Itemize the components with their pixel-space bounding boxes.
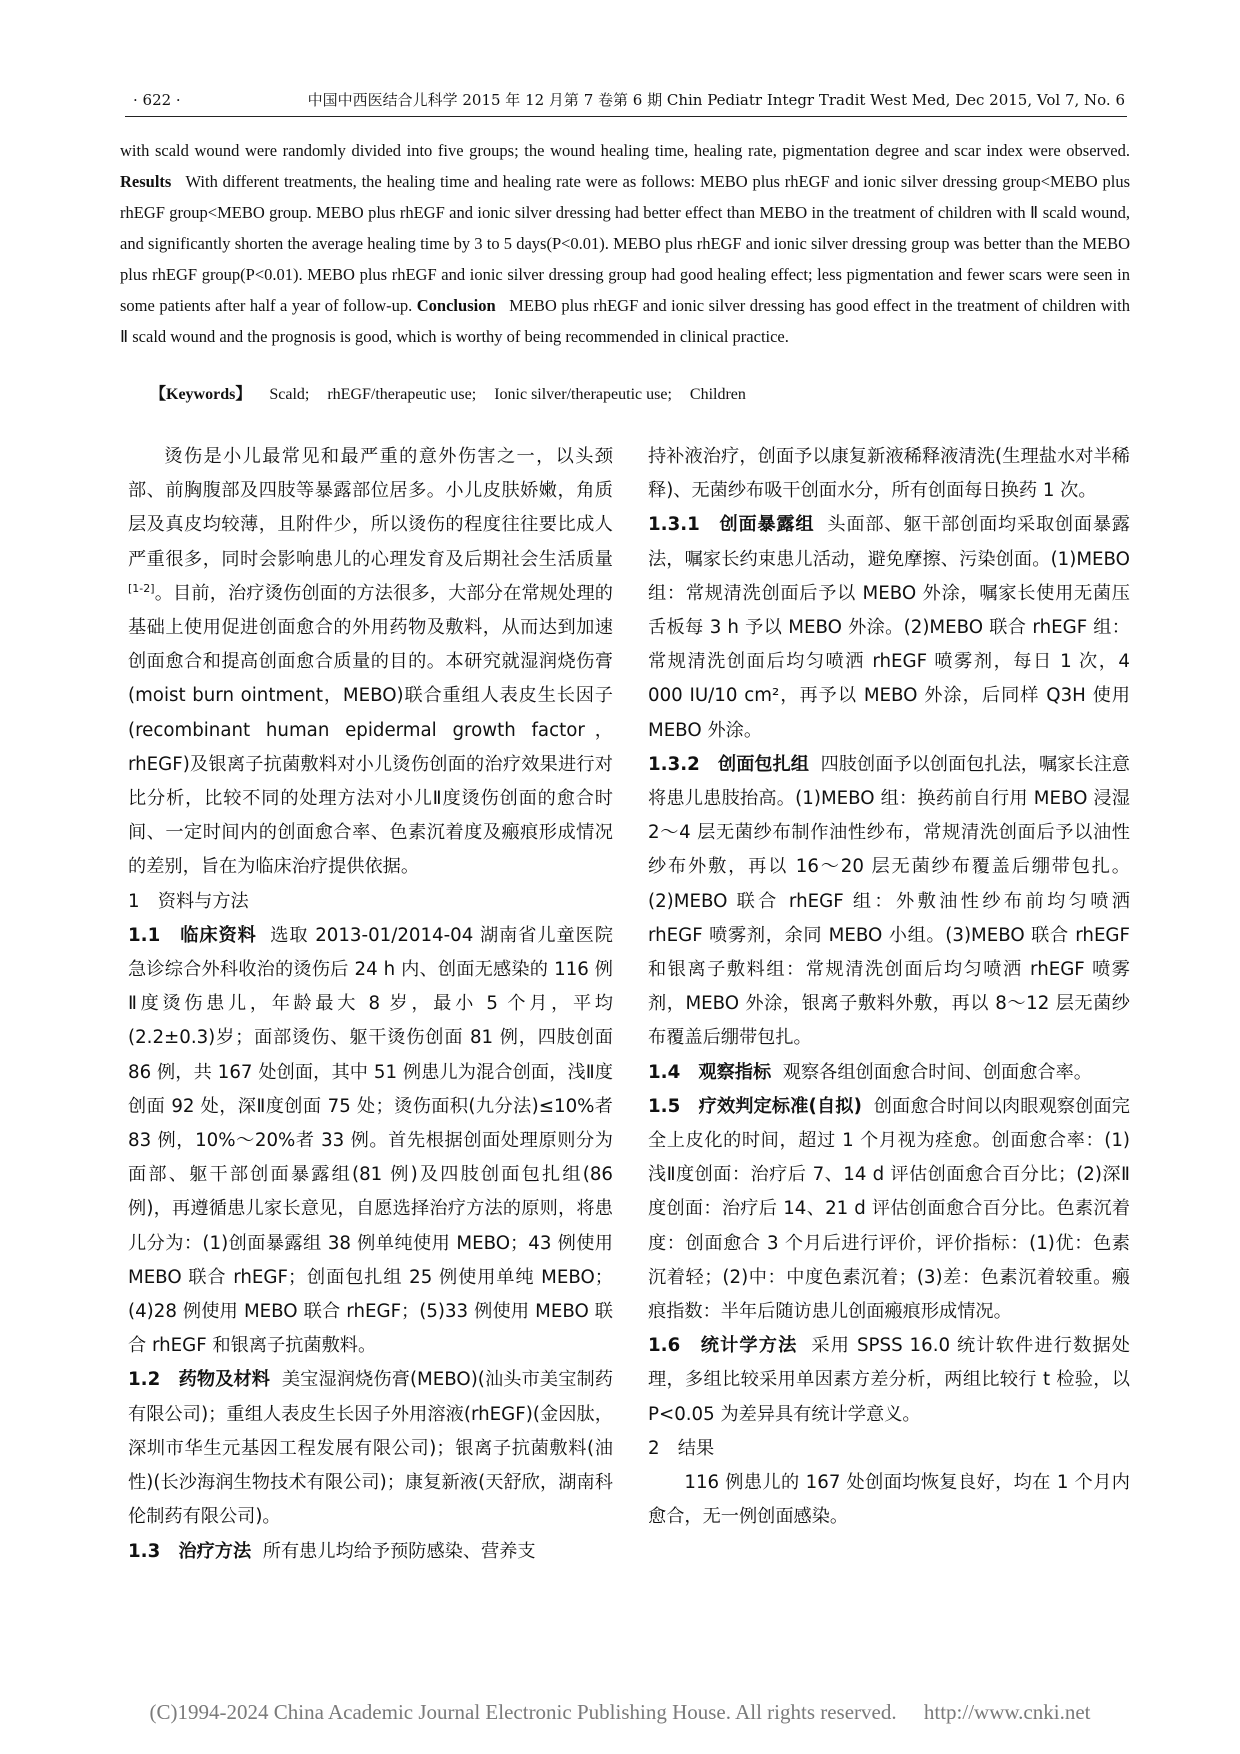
subsection-1-2 [128,1363,613,1534]
subsection-text: 美宝湿润烧伤膏(MEBO)(汕头市美宝制药有限公司)；重组人表皮生长因子外用溶液(rhEGF)(金因肽，深圳市华生元基因工程发展有限公司)；银离子抗菌敷料(油性)(长沙海润生物技术有限公司)；康复新液(天舒欣，湖南科伦制药有限公司)。 [128,1369,613,1528]
subsection-text: 头面部、躯干部创面均采取创面暴露法，嘱家长约束患儿活动，避免摩擦、污染创面。(1)MEBO 组：常规清洗创面后予以 MEBO 外涂，嘱家长使用无菌压舌板每 3 h 予以 MEBO 外涂。(2)MEBO 联合 rhEGF 组：常规清洗创面后均匀喷洒 rhEGF 喷雾剂，每日 1 次，4 000 IU/10 cm²，再予以 MEBO 外涂，后同样 Q3H 使用 MEBO 外涂。 [648,514,1130,741]
subsection-text: 所有患儿均给予预防感染、营养支 [262,1540,536,1562]
conclusion-label: Conclusion [416,296,496,315]
left-column [128,440,613,1569]
abstract-results-text: With different treatments, the healing time and healing rate were as follows: MEBO plus rhEGF and ionic silver dressing group<MEBO plus rhEGF group<MEBO group. MEBO plus rhEGF and ionic silver dressing had better effect than MEBO in the treatment of children with Ⅱ scald wound, and significantly shorten the average healing time by 3 to 5 days(P<0.01). MEBO plus rhEGF and ionic silver dressing group was better than the MEBO plus rhEGF group(P<0.01). MEBO plus rhEGF and ionic silver dressing group had good healing effect; less pigmentation and fewer scars were seen in some patients after half a year of follow-up. [120,172,1130,315]
right-column [648,440,1130,1535]
intro-text-b: 。目前，治疗烫伤创面的方法很多，大部分在常规处理的基础上使用促进创面愈合的外用药物及敷料，从而达到加速创面愈合和提高创面愈合质量的目的。本研究就湿润烧伤膏(moist burn ointment，MEBO)联合重组人表皮生长因子(recombinant human epidermal growth factor，rhEGF)及银离子抗菌敷料对小儿烫伤创面的治疗效果进行对比分析，比较不同的处理方法对小儿Ⅱ度烫伤创面的愈合时间、一定时间内的创面愈合率、色素沉着度及瘢痕形成情况的差别，旨在为临床治疗提供依据。 [128,582,613,878]
subsection-heading: 1.3.1 创面暴露组 [648,514,815,536]
subsection-1-3-2 [648,748,1130,1056]
abstract-conclusion-text: MEBO plus rhEGF and ionic silver dressing has good effect in the treatment of children with Ⅱ scald wound and the prognosis is good, which is worthy of being recommended in clinical practice. [120,296,1131,346]
subsection-heading: 1.5 疗效判定标准(自拟) [648,1095,862,1117]
subsection-text: 创面愈合时间以肉眼观察创面完全上皮化的时间，超过 1 个月视为痊愈。创面愈合率：(1)浅Ⅱ度创面：治疗后 7、14 d 评估创面愈合百分比；(2)深Ⅱ度创面：治疗后 14、21 d 评估创面愈合百分比。色素沉着度：创面愈合 3 个月后进行评价，评价指标：(1)优：色素沉着轻；(2)中：中度色素沉着；(3)差：色素沉着较重。瘢痕指数：半年后随访患儿创面瘢痕形成情况。 [648,1095,1130,1323]
intro-paragraph [128,440,613,885]
subsection-heading: 1.2 药物及材料 [128,1369,271,1391]
intro-text-a: 烫伤是小儿最常见和最严重的意外伤害之一，以头颈部、前胸腹部及四肢等暴露部位居多。小儿皮肤娇嫩，角质层及真皮均较薄，且附件少，所以烫伤的程度往往要比成人严重很多，同时会影响患儿的心理发育及后期社会生活质量 [128,446,613,570]
keywords-label: 【Keywords】 [150,386,252,403]
journal-citation: 中国中西医结合儿科学 2015 年 12 月第 7 卷第 6 期 Chin Pediatr Integr Tradit West Med, Dec 2015, Vol 7, No. 6 [307,91,1125,109]
page-number: · 622 · [133,91,181,109]
subsection-text: 选取 2013-01/2014-04 湖南省儿童医院急诊综合外科收治的烫伤后 24 h 内、创面无感染的 116 例Ⅱ度烫伤患儿，年龄最大 8 岁，最小 5 个月，平均(2.2±0.3)岁；面部烫伤、躯干烫伤创面 81 例，四肢创面 86 例，共 167 处创面，其中 51 例患儿为混合创面，浅Ⅱ度创面 92 处，深Ⅱ度创面 75 处；烫伤面积(九分法)≤10%者 83 例，10%～20%者 33 例。首先根据创面处理原则分为面部、躯干部创面暴露组(81 例)及四肢创面包扎组(86 例)，再遵循患儿家长意见，自愿选择治疗方法的原则，将患儿分为：(1)创面暴露组 38 例单纯使用 MEBO；43 例使用 MEBO 联合 rhEGF；创面包扎组 25 例使用单纯 MEBO；(4)28 例使用 MEBO 联合 rhEGF；(5)33 例使用 MEBO 联合 rhEGF 和银离子抗菌敷料。 [128,924,613,1357]
subsection-1-4 [648,1056,1130,1090]
subsection-heading: 1.6 统计学方法 [648,1335,798,1357]
keywords-line [150,380,1130,410]
copyright-text: (C)1994-2024 China Academic Journal Electronic Publishing House. All rights reserved. [149,1700,897,1724]
subsection-heading: 1.4 观察指标 [648,1061,772,1083]
header-rule [125,116,1127,117]
subsection-text: 观察各组创面愈合时间、创面愈合率。 [782,1061,1092,1083]
subsection-heading: 1.1 临床资料 [128,924,257,946]
subsection-text: 采用 SPSS 16.0 统计软件进行数据处理，多组比较采用单因素方差分析，两组比较行 t 检验，以 P<0.05 为差异具有统计学意义。 [648,1335,1130,1425]
keyword-item: rhEGF/therapeutic use; [327,386,477,403]
subsection-1-1 [128,919,613,1364]
subsection-1-3-1 [648,508,1130,747]
keyword-item: Ionic silver/therapeutic use; [494,386,672,403]
subsection-1-5 [648,1090,1130,1329]
running-header [125,88,1125,112]
footer-url: http://www.cnki.net [923,1700,1091,1724]
abstract-english [120,135,1130,352]
results-paragraph: 116 例患儿的 167 处创面均恢复良好，均在 1 个月内愈合，无一例创面感染。 [648,1472,1130,1528]
keyword-item: Children [689,386,746,403]
subsection-1-3 [128,1535,613,1569]
results-label: Results [120,172,172,191]
section-heading-results: 2 结果 [648,1437,715,1459]
copyright-footer [0,1700,1240,1725]
abstract-methods-text: with scald wound were randomly divided into five groups; the wound healing time, healing rate, pigmentation degree and scar index were observed. [120,141,1130,160]
subsection-1-6 [648,1329,1130,1432]
subsection-heading: 1.3 治疗方法 [128,1540,252,1562]
continued-paragraph: 持补液治疗，创面予以康复新液稀释液清洗(生理盐水对半稀释)、无菌纱布吸干创面水分，所有创面每日换药 1 次。 [648,446,1130,502]
subsection-text: 四肢创面予以创面包扎法，嘱家长注意将患儿患肢抬高。(1)MEBO 组：换药前自行用 MEBO 浸湿 2～4 层无菌纱布制作油性纱布，常规清洗创面后予以油性纱布外敷，再以 16～20 层无菌纱布覆盖后绷带包扎。(2)MEBO 联合 rhEGF 组：外敷油性纱布前均匀喷洒 rhEGF 喷雾剂，余同 MEBO 小组。(3)MEBO 联合 rhEGF 和银离子敷料组：常规清洗创面后均匀喷洒 rhEGF 喷雾剂，MEBO 外涂，银离子敷料外敷，再以 8～12 层无菌纱布覆盖后绷带包扎。 [648,753,1130,1049]
keyword-item: Scald; [269,386,310,403]
citation-ref: [1-2] [128,581,155,595]
section-heading-methods: 1 资料与方法 [128,890,249,912]
subsection-heading: 1.3.2 创面包扎组 [648,753,809,775]
